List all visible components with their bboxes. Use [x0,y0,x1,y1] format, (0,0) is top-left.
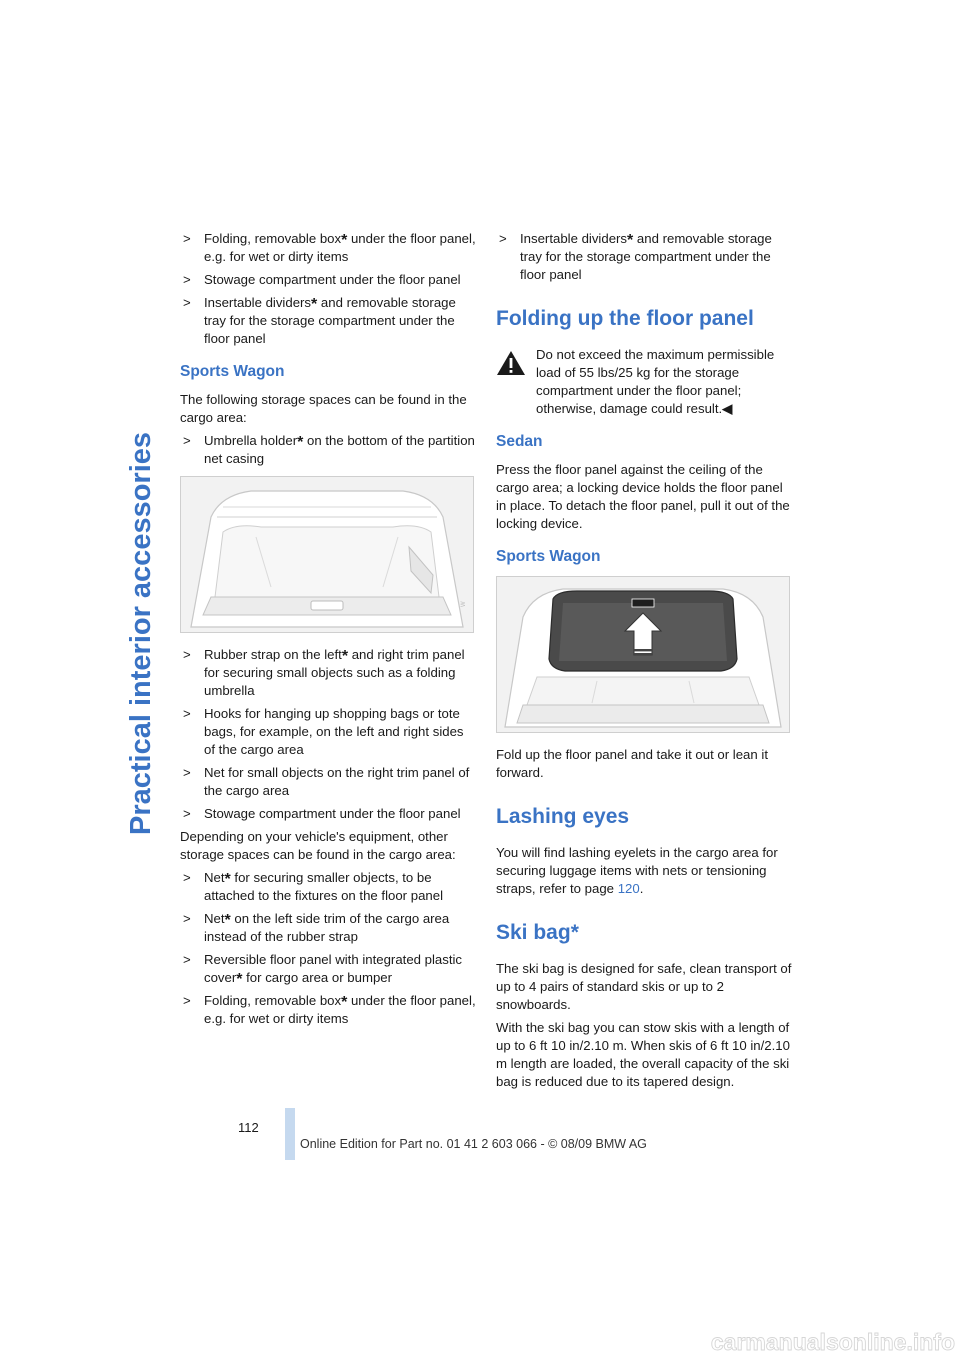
bullet-marker: > [183,272,191,287]
section-sidebar-title [118,215,158,835]
list-item: > Folding, removable box* under the floor panel, e.g. for wet or dirty items [183,993,476,1026]
heading-lashing-eyes: Lashing eyes [496,805,630,828]
bullet-marker: > [183,765,191,780]
list-item: > Insertable dividers* and removable storage tray for the storage compartment under the floor panel [183,295,456,346]
bullet-marker: > [183,231,191,246]
site-watermark [0,1324,960,1358]
list-item: > Insertable dividers* and removable storage tray for the storage compartment under the floor panel [499,231,772,282]
paragraph: Fold up the floor panel and take it out or lean it forward. [496,747,768,780]
bullet-marker: > [183,647,191,662]
page-number: 112 [238,1120,259,1135]
page-reference-link[interactable]: 120 [617,881,640,896]
bullet-marker: > [183,706,191,721]
left-column [180,230,476,1033]
asterisk-mark: * [341,648,349,665]
list-item: > Rubber strap on the left* and right trim panel for securing small objects such as a folding umbrella [183,647,465,698]
paragraph: With the ski bag you can stow skis with a length of up to 6 ft 10 in/2.10 m. When skis of 6 ft 10 in/2.10 m length are loaded, the overall capacity of the ski bag is reduced due to its tapered design. [496,1020,790,1089]
bullet-marker: > [183,870,191,885]
asterisk-mark: * [341,232,348,249]
heading-sedan: Sedan [496,433,543,450]
list-item: > Net* for securing smaller objects, to be attached to the fixtures on the floor panel [183,870,443,903]
watermark-text: carmanualsonline.info [710,1329,955,1355]
asterisk-mark: * [224,871,231,888]
paragraph: The ski bag is designed for safe, clean transport of up to 4 pairs of standard skis or up to 2 snowboards. [496,961,792,1012]
heading-folding-up-floor-panel: Folding up the floor panel [496,307,754,330]
heading-ski-bag: Ski bag* [496,921,579,944]
bullet-marker: > [499,231,507,246]
heading-sports-wagon: Sports Wagon [180,363,285,380]
bullet-marker: > [183,911,191,926]
floor-panel-illustration [496,576,790,733]
footer-accent-bar [285,1108,295,1160]
asterisk-mark: * [311,296,318,313]
paragraph: Depending on your vehicle's equipment, other storage spaces can be found in the cargo area: [180,829,456,862]
list-item: > Net for small objects on the right trim panel of the cargo area [183,765,470,798]
bullet-marker: > [183,993,191,1008]
asterisk-mark: * [341,994,348,1011]
bullet-marker: > [183,952,191,967]
end-of-note-mark: ◀ [722,401,733,416]
heading-sports-wagon-right: Sports Wagon [496,548,601,565]
bullet-marker: > [183,295,191,310]
edition-notice: Online Edition for Part no. 01 41 2 603 066 - © 08/09 BMW AG [300,1137,647,1151]
paragraph: You will find lashing eyelets in the cargo area for securing luggage items with nets or tensioning straps, refer to page 120. [496,845,778,896]
list-item: > Folding, removable box* under the floor panel, e.g. for wet or dirty items [183,231,476,264]
list-item: > Reversible floor panel with integrated plastic cover* for cargo area or bumper [183,952,463,988]
list-item: > Stowage compartment under the floor panel [183,272,461,287]
asterisk-mark: * [236,971,243,988]
paragraph: Press the floor panel against the ceiling of the cargo area; a locking device holds the floor panel in place. To detach the floor panel, pull it out of the locking device. [496,462,790,531]
svg-text:W: W [461,601,467,607]
list-item: > Net* on the left side trim of the cargo area instead of the rubber strap [183,911,450,944]
section-title-text: Practical interior accessories [125,431,157,835]
asterisk-mark: * [224,912,231,929]
paragraph: The following storage spaces can be found in the cargo area: [180,392,467,425]
list-item: > Stowage compartment under the floor panel [183,806,461,821]
warning-note: Do not exceed the maximum permissible load of 55 lbs/25 kg for the storage compartment under the floor panel; otherwise, damage could result.◀ [496,346,792,418]
bullet-marker: > [183,806,191,821]
bullet-marker: > [183,433,191,448]
warning-triangle-icon [496,350,526,381]
asterisk-mark: * [627,232,634,249]
list-item: > Hooks for hanging up shopping bags or tote bags, for example, on the left and right sides of the cargo area [183,706,464,757]
list-item: > Umbrella holder* on the bottom of the partition net casing [183,433,475,466]
asterisk-mark: * [297,434,304,451]
cargo-area-illustration [180,476,474,633]
right-column [496,230,792,1096]
